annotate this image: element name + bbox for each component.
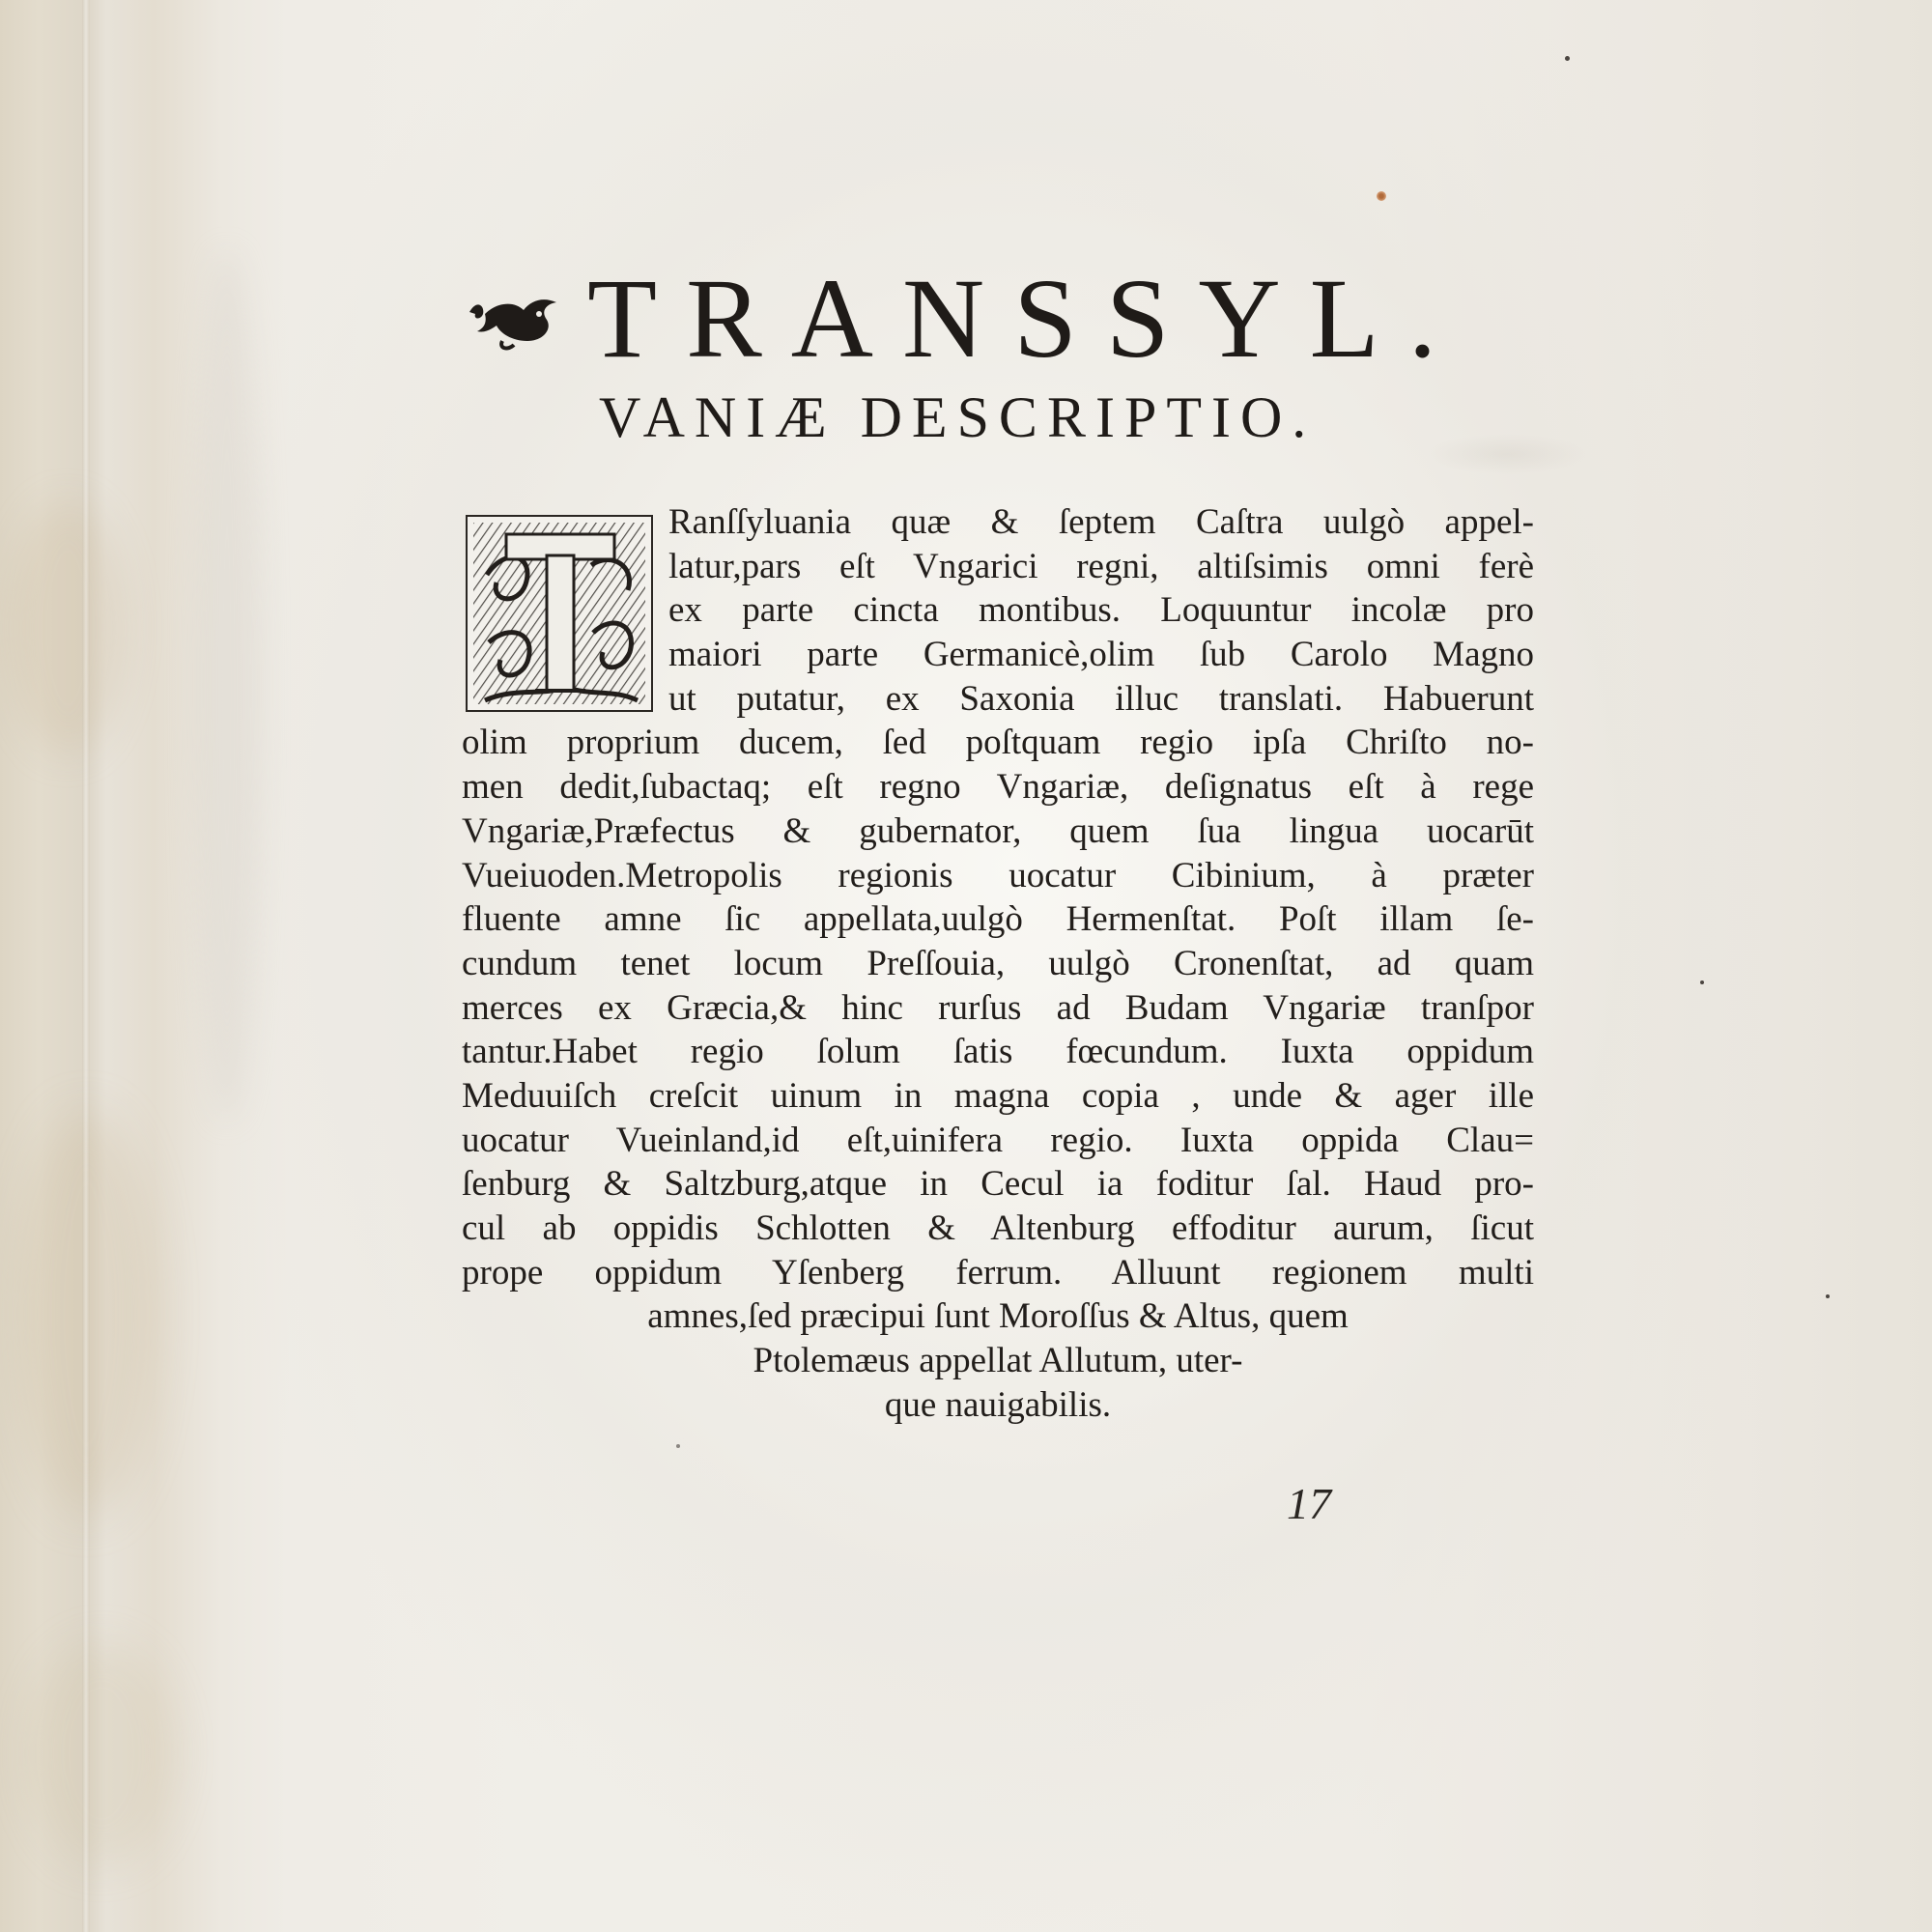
- text-line: Ranſſyluania quæ & ſeptem Caſtra uulgò appel-: [668, 502, 1534, 542]
- paper-stain: [29, 1642, 174, 1864]
- ink-speck: [1700, 980, 1704, 984]
- page-title: [464, 255, 1565, 449]
- text-line: Vueiuoden.Metropolis regionis uocatur Cibinium, à præter: [462, 855, 1534, 895]
- text-line: latur,pars eſt Vngarici regni, altiſsimis omni ferè: [668, 546, 1534, 586]
- rust-spot: [1377, 191, 1386, 201]
- text-line: tantur.Habet regio ſolum ſatis fœcundum. Iuxta oppidum: [462, 1032, 1534, 1072]
- text-line: prope oppidum Yſenberg ferrum. Alluunt regionem multi: [462, 1252, 1534, 1293]
- ink-speck: [676, 1444, 680, 1448]
- text-line: maiori parte Germanicè,olim ſub Carolo Magno: [668, 635, 1534, 675]
- ink-speck: [1565, 56, 1570, 61]
- title-line-2: VANIÆ DESCRIPTIO.: [599, 385, 1317, 449]
- text-line: amnes,ſed præcipui ſunt Moroſſus & Altus, quem: [647, 1296, 1349, 1337]
- text-line: merces ex Græcia,& hinc rurſus ad Budam Vngariæ tranſpor: [462, 987, 1534, 1028]
- text-line: ut putatur, ex Saxonia illuc translati. Habuerunt: [668, 678, 1534, 719]
- dolphin-ornament-icon: [464, 285, 570, 353]
- paper-stain: [10, 502, 126, 753]
- text-line: ex parte cincta montibus. Loquuntur incolæ pro: [668, 590, 1534, 631]
- text-line: que nauigabilis.: [884, 1384, 1112, 1425]
- ink-speck: [1826, 1294, 1830, 1298]
- paper-stain: [193, 251, 261, 1121]
- title-line-1: TRANSSYL.: [587, 255, 1466, 382]
- text-line: cul ab oppidis Schlotten & Altenburg effoditur aurum, ſicut: [462, 1208, 1534, 1248]
- body-text: [462, 500, 1534, 1427]
- text-line: ſenburg & Saltzburg,atque in Cecul ia foditur ſal. Haud pro-: [462, 1164, 1534, 1205]
- text-line: uocatur Vueinland,id eſt,uinifera regio. Iuxta oppida Clau=: [462, 1120, 1534, 1160]
- text-line: fluente amne ſic appellata,uulgò Hermenſtat. Poſt illam ſe-: [462, 899, 1534, 940]
- text-line: olim proprium ducem, ſed poſtquam regio ipſa Chriſto no-: [462, 723, 1534, 763]
- text-line: Meduuiſch creſcit uinum in magna copia , unde & ager ille: [462, 1075, 1534, 1116]
- text-line: Vngariæ,Præfectus & gubernator, quem ſua lingua uocarūt: [462, 810, 1534, 851]
- text-line: men dedit,ſubactaq; eſt regno Vngariæ, deſignatus eſt à rege: [462, 767, 1534, 808]
- text-line: Ptolemæus appellat Allutum, uter-: [753, 1341, 1243, 1381]
- text-line: cundum tenet locum Preſſouia, uulgò Cronenſtat, ad quam: [462, 943, 1534, 983]
- page-number: 17: [1287, 1479, 1331, 1528]
- page-fold: [82, 0, 90, 1932]
